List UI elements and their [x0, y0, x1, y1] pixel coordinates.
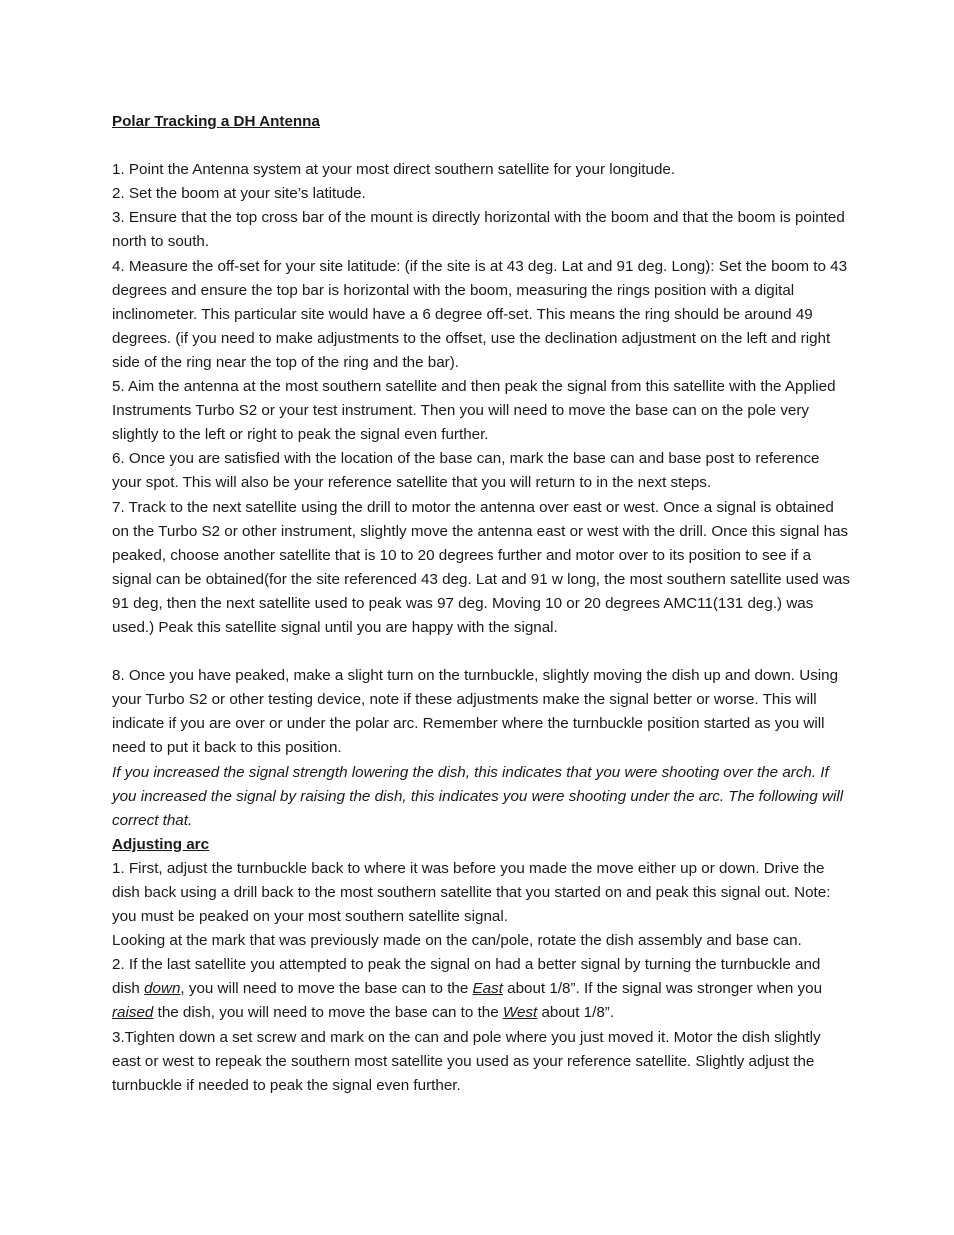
step-6: 6. Once you are satisfied with the location of the base can, mark the base can and base post to reference your spot. This will also be your reference satellite that you will return to in the next steps. [112, 450, 820, 492]
document-page [112, 110, 852, 1098]
step-3: 3. Ensure that the top cross bar of the mount is directly horizontal with the boom and that the boom is pointed north to south. [112, 209, 845, 251]
step-8: 8. Once you have peaked, make a slight turn on the turnbuckle, slightly moving the dish up and down. Using your Turbo S2 or other testing device, note if these adjustments make the signal better or worse. This will indicate if you are over or under the polar arc. Remember where the turnbuckle position started as you will need to put it back to this position. [112, 667, 839, 757]
step-4: 4. Measure the off-set for your site latitude: (if the site is at 43 deg. Lat and 91 deg. Long): Set the boom to 43 degrees and ensure the top bar is horizontal with the boom, measuring the rings position with a digital inclinometer. This particular site would have a 6 degree off-set. This means the ring should be around 49 degrees. (if you need to make adjustments to the offset, use the declination adjustment on the left and right side of the ring near the top of the ring and the bar). [112, 257, 848, 371]
emphasis-down: down [144, 980, 181, 998]
text-run: about 1/8”. If the signal was stronger when you [502, 980, 823, 998]
adjust-step-1: 1. First, adjust the turnbuckle back to where it was before you made the move either up or down. Drive the dish back using a drill back to the most southern satellite that you started on and peak this signal out. Note: you must be peaked on your most southern satellite signal. [112, 859, 831, 926]
step-5: 5. Aim the antenna at the most southern satellite and then peak the signal from this satellite with the Applied Instruments Turbo S2 or your test instrument. Then you will need to move the base can on the pole very slightly to the left or right to peak the signal even further. [112, 378, 836, 444]
emphasis-west: West [502, 1004, 538, 1022]
adjust-step-2 [112, 953, 852, 1025]
adjust-step-3: 3.Tighten down a set screw and mark on the can and pole where you just moved it. Motor the dish slightly east or west to repeak the southern most satellite you used as your reference satellite. Slightly adjust the turnbuckle if needed to peak the signal even further. [112, 1028, 821, 1094]
emphasis-raised: raised [112, 1004, 154, 1022]
adjusting-arc-heading: Adjusting arc [112, 835, 210, 853]
spacer [112, 640, 852, 664]
document-title: Polar Tracking a DH Antenna [112, 113, 320, 130]
step-1: 1. Point the Antenna system at your most direct southern satellite for your longitude. [112, 161, 676, 179]
text-run: the dish, you will need to move the base can to the [153, 1004, 503, 1022]
step-2: 2. Set the boom at your site’s latitude. [112, 185, 366, 203]
step-7: 7. Track to the next satellite using the drill to motor the antenna over east or west. Once a signal is obtained on the Turbo S2 or other instrument, slightly move the antenna east or west with the drill. Once this signal has peaked, choose another satellite that is 10 to 20 degrees further and motor over to its position to see if a signal can be obtained(for the site referenced 43 deg. Lat and 91 w long, the most southern satellite used was 91 deg, then the next satellite used to peak was 97 deg. Moving 10 or 20 degrees AMC11(131 deg.) was used.) Peak this satellite signal until you are happy with the signal. [112, 498, 850, 636]
italic-note: If you increased the signal strength lowering the dish, this indicates that you were shooting over the arch. If you increased the signal by raising the dish, this indicates you were shooting under the arc. The following will correct that. [112, 763, 844, 829]
text-run: , you will need to move the base can to the [180, 980, 473, 998]
text-run: about 1/8”. [537, 1004, 615, 1022]
emphasis-east: East [472, 980, 503, 998]
adjust-looking: Looking at the mark that was previously made on the can/pole, rotate the dish assembly and base can. [112, 932, 802, 950]
text-run: 2. If the last satellite you attempted to peak the signal on had a better signal by turning the turnbuckle and dish [112, 956, 821, 998]
spacer [112, 134, 852, 158]
